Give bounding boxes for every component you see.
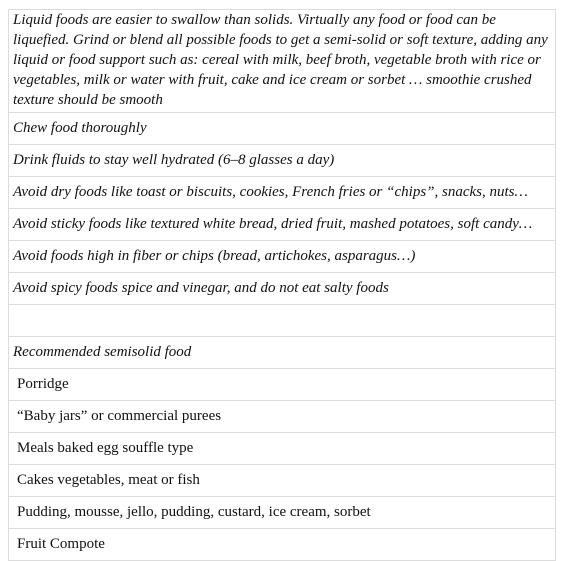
food-fruit-compote: Fruit Compote	[9, 529, 556, 561]
table-row	[9, 337, 556, 369]
advice-avoid-spicy-foods: Avoid spicy foods spice and vinegar, and do not eat salty foods	[9, 273, 556, 305]
table-row	[9, 529, 556, 561]
advice-avoid-dry-foods: Avoid dry foods like toast or biscuits, cookies, French fries or “chips”, snacks, nuts…	[9, 177, 556, 209]
table-row	[9, 209, 556, 241]
table-row	[9, 10, 556, 113]
table-row	[9, 241, 556, 273]
table-row	[9, 273, 556, 305]
advice-avoid-sticky-foods: Avoid sticky foods like textured white bread, dried fruit, mashed potatoes, soft candy…	[9, 209, 556, 241]
food-egg-souffle: Meals baked egg souffle type	[9, 433, 556, 465]
advice-chew-food: Chew food thoroughly	[9, 113, 556, 145]
empty-cell	[9, 305, 556, 337]
dietary-advice-table	[8, 9, 556, 561]
recommended-heading: Recommended semisolid food	[9, 337, 556, 369]
table-row	[9, 465, 556, 497]
advice-liquid-foods: Liquid foods are easier to swallow than solids. Virtually any food or food can be liquefied. Grind or blend all possible foods to get a semi-solid or soft texture, adding any liquid or food support such as: cereal with milk, beef broth, vegetable broth with rice or vegetables, milk or water with fruit, cake and ice cream or sorbet … smoothie crushed texture should be smooth	[9, 10, 556, 113]
table-row	[9, 401, 556, 433]
food-pudding: Pudding, mousse, jello, pudding, custard, ice cream, sorbet	[9, 497, 556, 529]
table-row	[9, 113, 556, 145]
table-row	[9, 145, 556, 177]
advice-avoid-fiber-foods: Avoid foods high in fiber or chips (bread, artichokes, asparagus…)	[9, 241, 556, 273]
table-row	[9, 497, 556, 529]
advice-drink-fluids: Drink fluids to stay well hydrated (6–8 glasses a day)	[9, 145, 556, 177]
table-row	[9, 177, 556, 209]
table-row	[9, 369, 556, 401]
food-baby-jars: “Baby jars” or commercial purees	[9, 401, 556, 433]
food-porridge: Porridge	[9, 369, 556, 401]
food-cakes: Cakes vegetables, meat or fish	[9, 465, 556, 497]
table-row	[9, 433, 556, 465]
table-row-empty	[9, 305, 556, 337]
